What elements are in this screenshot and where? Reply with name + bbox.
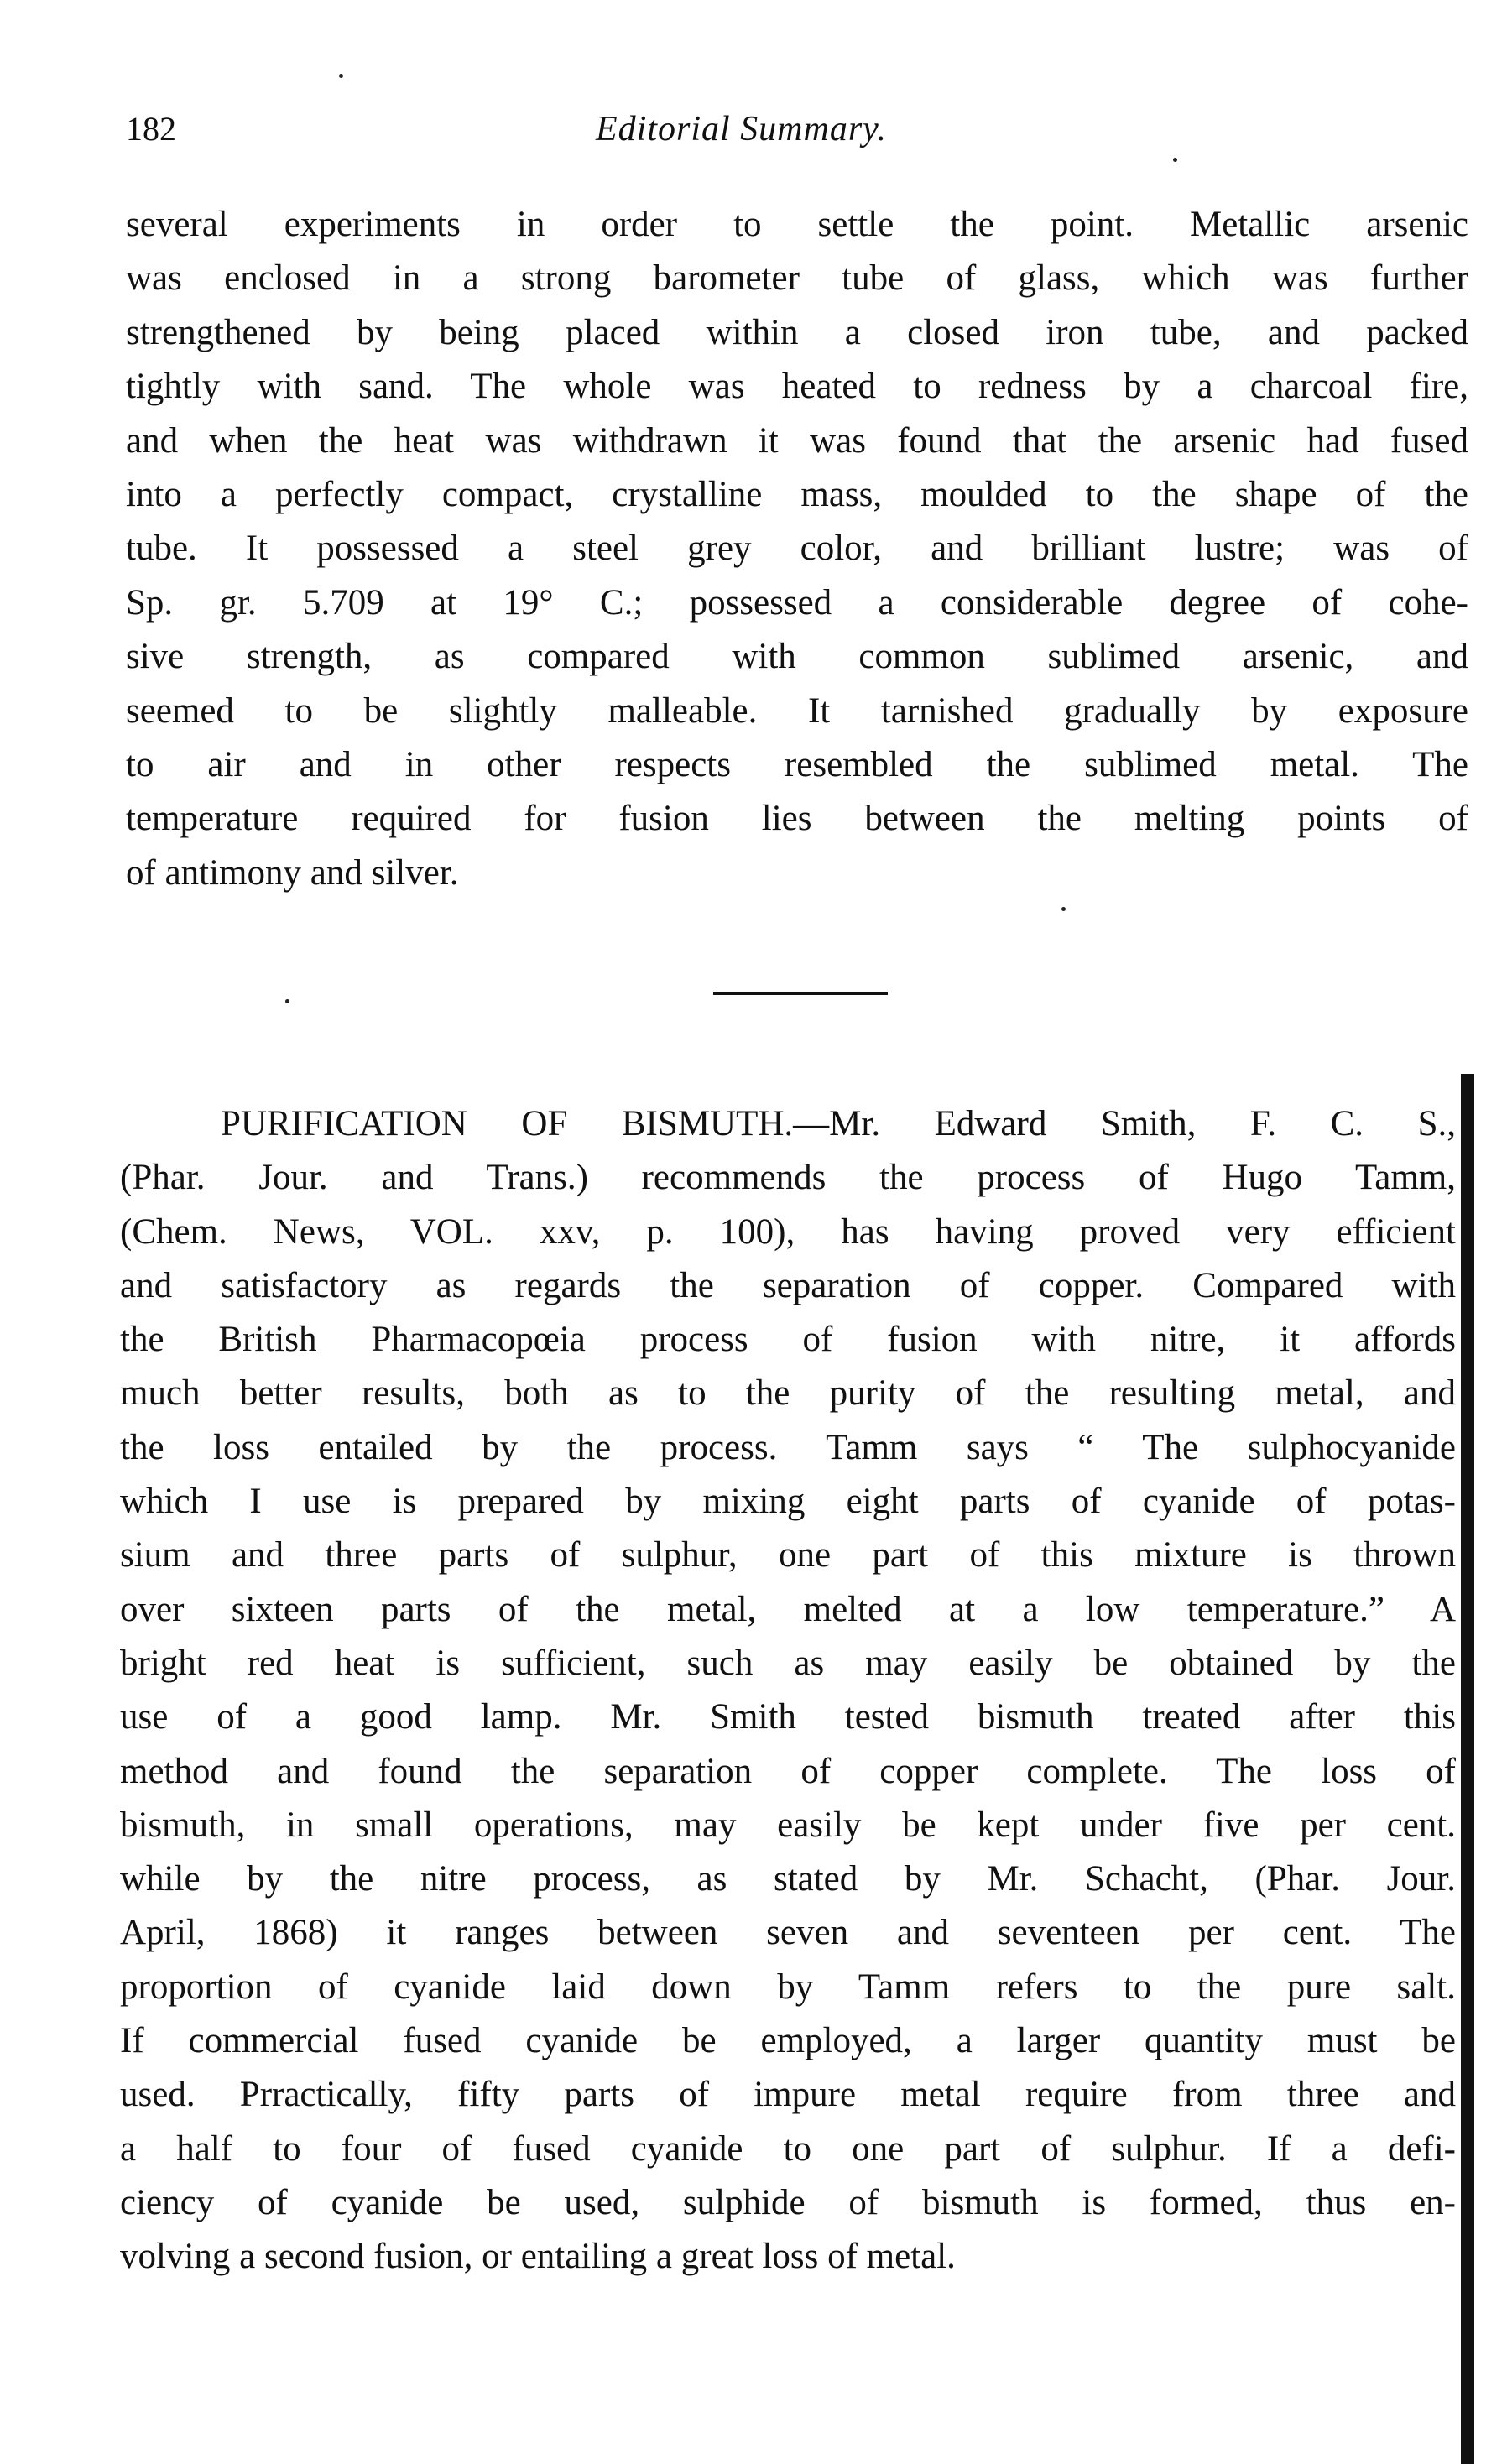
paragraph-purification-of-bismuth	[120, 1097, 1456, 2284]
text-line: tightly with sand. The whole was heated to redness by a charcoal fire,	[126, 367, 1468, 407]
text-line-last: volving a second fusion, or entailing a great loss of metal.	[120, 2237, 956, 2277]
text-line: to air and in other respects resembled the sublimed metal. The	[126, 744, 1468, 784]
scan-speck	[339, 74, 343, 78]
scan-margin-shadow	[1461, 1074, 1474, 2464]
text-line: bright red heat is sufficient, such as may easily be obtained by the	[120, 1643, 1456, 1683]
text-line: over sixteen parts of the metal, melted at a low temperature.” A	[120, 1589, 1456, 1629]
text-line: which I use is prepared by mixing eight parts of cyanide of potas-	[120, 1482, 1456, 1522]
text-line: was enclosed in a strong barometer tube of glass, which was further	[126, 258, 1468, 299]
text-line: If commercial fused cyanide be employed, a larger quantity must be	[120, 2021, 1456, 2061]
text-line: several experiments in order to settle the point. Metallic arsenic	[126, 205, 1468, 244]
text-line: tube. It possessed a steel grey color, and brilliant lustre; was of	[126, 529, 1468, 569]
text-line-heading: PURIFICATION OF BISMUTH.—Mr. Edward Smith, F. C. S.,	[221, 1104, 1456, 1143]
paragraph-arsenic-fusion	[126, 198, 1468, 900]
text-line: (Chem. News, VOL. xxv, p. 100), has having proved very efficient	[120, 1211, 1456, 1252]
text-line: sium and three parts of sulphur, one part of this mixture is thrown	[120, 1535, 1456, 1576]
text-line: method and found the separation of copper complete. The loss of	[120, 1751, 1456, 1791]
text-line: Sp. gr. 5.709 at 19° C.; possessed a considerable degree of cohe-	[126, 582, 1468, 623]
text-line: temperature required for fusion lies between the melting points of	[126, 799, 1468, 839]
text-line: sive strength, as compared with common sublimed arsenic, and	[126, 637, 1468, 677]
text-line: the loss entailed by the process. Tamm says “ The sulphocyanide	[120, 1427, 1456, 1467]
text-line: (Phar. Jour. and Trans.) recommends the process of Hugo Tamm,	[120, 1158, 1456, 1198]
scan-speck	[1173, 158, 1177, 162]
text-line: into a perfectly compact, crystalline mass, moulded to the shape of the	[126, 474, 1468, 514]
section-divider-rule	[713, 992, 888, 995]
text-line: bismuth, in small operations, may easily be kept under five per cent.	[120, 1805, 1456, 1845]
text-line: use of a good lamp. Mr. Smith tested bismuth treated after this	[120, 1697, 1456, 1737]
text-line: a half to four of fused cyanide to one part of sulphur. If a defi-	[120, 2128, 1456, 2169]
scan-speck	[1061, 907, 1066, 911]
scan-speck	[285, 999, 289, 1003]
page-header	[126, 109, 1468, 159]
text-line: while by the nitre process, as stated by Mr. Schacht, (Phar. Jour.	[120, 1859, 1456, 1899]
text-line: much better results, both as to the purity of the resulting metal, and	[120, 1373, 1456, 1414]
text-line: ciency of cyanide be used, sulphide of bismuth is formed, thus en-	[120, 2182, 1456, 2222]
page-number: 182	[126, 110, 176, 148]
text-line: and when the heat was withdrawn it was found that the arsenic had fused	[126, 420, 1468, 461]
text-line: seemed to be slightly malleable. It tarnished gradually by exposure	[126, 690, 1468, 731]
running-head: Editorial Summary.	[596, 110, 888, 148]
text-line: April, 1868) it ranges between seven and seventeen per cent. The	[120, 1913, 1456, 1953]
text-line: the British Pharmacopœia process of fusion with nitre, it affords	[120, 1320, 1456, 1360]
text-line-last: of antimony and silver.	[126, 852, 459, 893]
text-line: used. Prractically, fifty parts of impure metal require from three and	[120, 2075, 1456, 2115]
text-line: and satisfactory as regards the separation of copper. Compared with	[120, 1265, 1456, 1305]
text-line: proportion of cyanide laid down by Tamm refers to the pure salt.	[120, 1967, 1456, 2007]
text-line: strengthened by being placed within a closed iron tube, and packed	[126, 312, 1468, 352]
